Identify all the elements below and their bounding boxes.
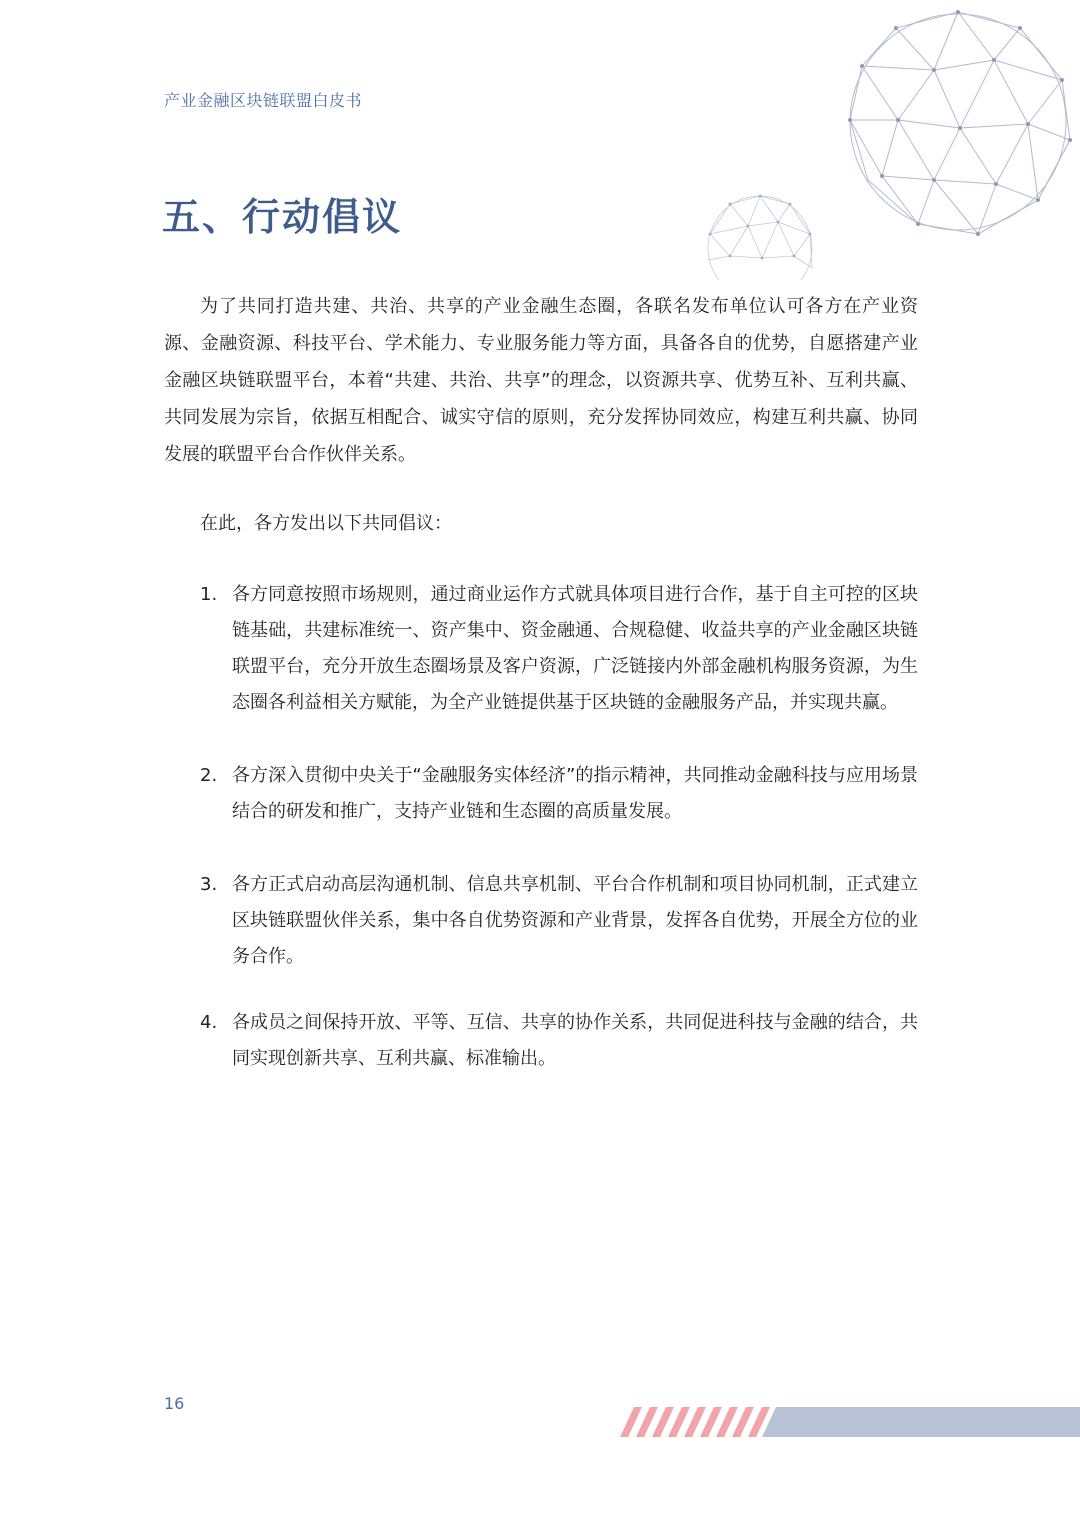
list-item [164,867,918,975]
list-item [164,758,918,830]
list-item-text: 各方深入贯彻中央关于“金融服务实体经济”的指示精神，共同推动金融科技与应用场景结合的研发和推广，支持产业链和生态圈的高质量发展。 [232,765,918,822]
intro-paragraph: 为了共同打造共建、共治、共享的产业金融生态圈，各联名发布单位认可各方在产业资源、金融资源、科技平台、学术能力、专业服务能力等方面，具备各自的优势，自愿搭建产业金融区块链联盟平台，本着“共建、共治、共享”的理念，以资源共享、优势互补、互利共赢、共同发展为宗旨，依据互相配合、诚实守信的原则，充分发挥协同效应，构建互利共赢、协同发展的联盟平台合作伙伴关系。 [164,296,918,465]
list-item-text: 各方正式启动高层沟通机制、信息共享机制、平台合作机制和项目协同机制，正式建立区块链联盟伙伴关系，集中各自优势资源和产业背景，发挥各自优势，开展全方位的业务合作。 [232,874,918,967]
list-item [164,1005,918,1077]
list-item-number: 3. [200,874,218,895]
initiative-list-item-3 [164,867,918,975]
initiative-list-item-1 [164,577,918,721]
list-item [164,577,918,721]
footer-stripe-decoration [616,1407,1080,1437]
list-item-number: 2. [200,765,218,786]
list-item-number: 1. [200,584,218,605]
list-item-number: 4. [200,1012,218,1033]
geodesic-globe-decoration-large [838,0,1080,250]
section-title: 五、行动倡议 [162,195,403,239]
initiative-list-item-2 [164,758,918,830]
geodesic-globe-decoration-small [700,190,820,280]
list-item-text: 各方同意按照市场规则，通过商业运作方式就具体项目进行合作，基于自主可控的区块链基础，共建标准统一、资产集中、资金融通、合规稳健、收益共享的产业金融区块链联盟平台，充分开放生态圈场景及客户资源，广泛链接内外部金融机构服务资源，为生态圈各利益相关方赋能，为全产业链提供基于区块链的金融服务产品，并实现共赢。 [232,584,918,713]
initiative-lead-paragraph: 在此，各方发出以下共同倡议： [200,513,452,534]
page-number: 16 [164,1394,185,1413]
list-item-text: 各成员之间保持开放、平等、互信、共享的协作关系，共同促进科技与金融的结合，共同实现创新共享、互利共赢、标准输出。 [232,1012,918,1069]
initiative-list-item-4 [164,1005,918,1077]
document-header-title: 产业金融区块链联盟白皮书 [164,91,363,110]
